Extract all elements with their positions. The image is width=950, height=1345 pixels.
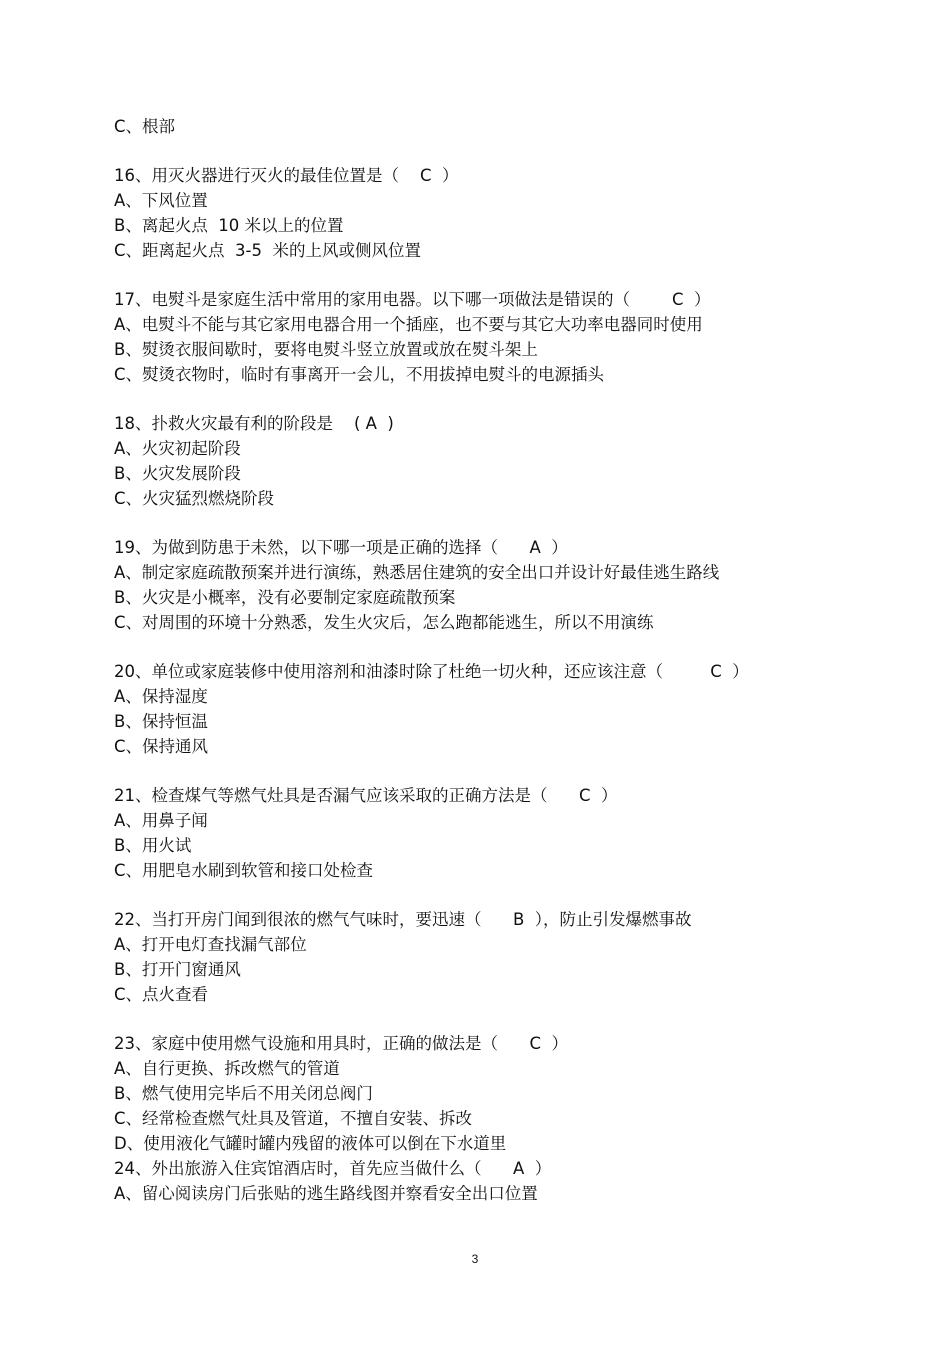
question-20-option-a: A、保持湿度	[114, 687, 208, 706]
question-18-stem: 18、扑救火灾最有利的阶段是 ( A )	[114, 414, 394, 433]
question-23-option-a: A、自行更换、拆改燃气的管道	[114, 1059, 340, 1078]
question-17-option-a: A、电熨斗不能与其它家用电器合用一个插座，也不要与其它大功率电器同时使用	[114, 315, 703, 334]
question-21-option-b: B、用火试	[114, 836, 192, 855]
question-21-stem: 21、检查煤气等燃气灶具是否漏气应该采取的正确方法是（ C ）	[114, 786, 618, 805]
question-19-option-c: C、对周围的环境十分熟悉，发生火灾后，怎么跑都能逃生，所以不用演练	[114, 613, 654, 632]
question-20-stem: 20、单位或家庭装修中使用溶剂和油漆时除了杜绝一切火种，还应该注意（ C ）	[114, 662, 749, 681]
question-18-option-a: A、火灾初起阶段	[114, 439, 241, 458]
question-22-option-a: A、打开电灯查找漏气部位	[114, 935, 307, 954]
question-19-stem: 19、为做到防患于未然，以下哪一项是正确的选择（ A ）	[114, 538, 568, 557]
question-18-option-c: C、火灾猛烈燃烧阶段	[114, 489, 275, 508]
question-19-option-b: B、火灾是小概率，没有必要制定家庭疏散预案	[114, 588, 456, 607]
question-17-option-b: B、熨烫衣服间歇时，要将电熨斗竖立放置或放在熨斗架上	[114, 340, 538, 359]
question-18-option-b: B、火灾发展阶段	[114, 464, 241, 483]
question-23-stem: 23、家庭中使用燃气设施和用具时，正确的做法是（ C ）	[114, 1034, 568, 1053]
question-23-option-c: C、经常检查燃气灶具及管道，不擅自安装、拆改	[114, 1109, 473, 1128]
question-20-option-b: B、保持恒温	[114, 712, 208, 731]
page-number: 3	[471, 1252, 479, 1266]
question-19-option-a: A、制定家庭疏散预案并进行演练，熟悉居住建筑的安全出口并设计好最佳逃生路线	[114, 563, 720, 582]
question-20-option-c: C、保持通风	[114, 737, 209, 756]
question-16-stem: 16、用灭火器进行灭火的最佳位置是（ C ）	[114, 166, 459, 185]
question-23-option-b: B、燃气使用完毕后不用关闭总阀门	[114, 1084, 373, 1103]
question-21-option-c: C、用肥皂水刷到软管和接口处检查	[114, 861, 374, 880]
question-23-option-d: D、使用液化气罐时罐内残留的液体可以倒在下水道里	[114, 1134, 507, 1153]
question-17-option-c: C、熨烫衣物时，临时有事离开一会儿，不用拔掉电熨斗的电源插头	[114, 365, 605, 384]
question-24-option-a: A、留心阅读房门后张贴的逃生路线图并察看安全出口位置	[114, 1184, 538, 1203]
question-list	[114, 114, 834, 1206]
question-21-option-a: A、用鼻子闻	[114, 811, 208, 830]
question-24-stem: 24、外出旅游入住宾馆酒店时，首先应当做什么（ A ）	[114, 1159, 552, 1178]
question-17-stem: 17、电熨斗是家庭生活中常用的家用电器。以下哪一项做法是错误的（ C ）	[114, 290, 711, 309]
question-16-option-b: B、离起火点 10 米以上的位置	[114, 216, 344, 235]
leading-option: C、根部	[114, 117, 176, 136]
question-16-option-a: A、下风位置	[114, 191, 208, 210]
question-22-option-c: C、点火查看	[114, 985, 209, 1004]
question-16-option-c: C、距离起火点 3-5 米的上风或侧风位置	[114, 241, 421, 260]
question-22-stem: 22、当打开房门闻到很浓的燃气气味时，要迅速（ B ），防止引发爆燃事故	[114, 910, 692, 929]
question-22-option-b: B、打开门窗通风	[114, 960, 241, 979]
